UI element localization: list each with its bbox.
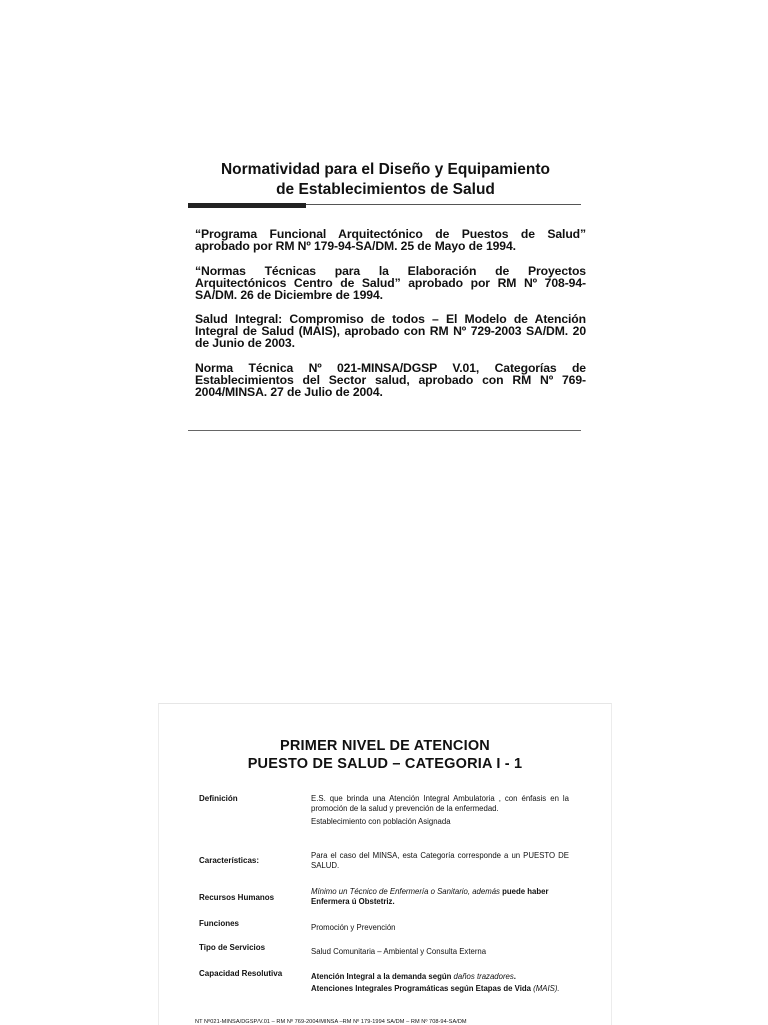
recursos-italic: Mínimo un Técnico de Enfermería o Sanitario, además [311, 887, 500, 896]
definicion-line-1: E.S. que brinda una Atención Integral Ambulatoria , con énfasis en la promoción de la salud y prevención de la enfermedad. [311, 794, 569, 813]
capacidad-italic-1: daños trazadores [453, 972, 514, 981]
label-tipo-servicios: Tipo de Servicios [199, 943, 266, 952]
title-line-1: PRIMER NIVEL DE ATENCION [280, 738, 490, 754]
value-capacidad-resolutiva [311, 972, 569, 994]
capacidad-bold-1: Atención Integral a la demanda según [311, 972, 454, 981]
capacidad-end-1: . [513, 972, 516, 981]
capacidad-line-2 [311, 984, 569, 994]
references-list [195, 228, 586, 410]
value-tipo-servicios: Salud Comunitaria – Ambiental y Consulta Externa [311, 947, 487, 956]
bottom-divider [188, 430, 581, 431]
capacidad-italic-2: (MAIS). [533, 984, 560, 993]
capacidad-bold-2: Atenciones Integrales Programáticas según Etapas de Vida [311, 984, 534, 993]
reference-item: Norma Técnica Nº 021-MINSA/DGSP V.01, Categorías de Establecimientos del Sector salud, aprobado con RM Nº 769-2004/MINSA. 27 de Julio de 2004. [195, 360, 586, 399]
recursos-bold: puede haber Enfermera ú Obstetriz. [311, 887, 549, 906]
value-caracteristicas: Para el caso del MINSA, esta Categoría corresponde a un PUESTO DE SALUD. [311, 851, 569, 870]
title-underline-thick [188, 203, 306, 208]
value-funciones: Promoción y Prevención [311, 923, 396, 932]
value-recursos-humanos [311, 887, 569, 907]
footer-references: NT Nº021-MINSA/DGSP/V.01 – RM Nº 769-2004/MINSA –RM Nº 179-1994 SA/DM – RM Nº 708-94-SA/DM [195, 1019, 467, 1025]
reference-item: “Programa Funcional Arquitectónico de Puestos de Salud” aprobado por RM Nº 179-94-SA/DM. 25 de Mayo de 1994. [195, 227, 586, 253]
value-definicion [311, 794, 569, 827]
definicion-line-2: Establecimiento con población Asignada [311, 817, 451, 826]
slide-title [159, 737, 611, 773]
title-underline-thin [306, 204, 581, 205]
title-line-1: Normatividad para el Diseño y Equipamiento [220, 161, 551, 178]
label-capacidad-resolutiva: Capacidad Resolutiva [199, 969, 283, 978]
slide-title [188, 160, 583, 200]
label-definicion: Definición [199, 794, 238, 803]
title-line-2: de Establecimientos de Salud [276, 181, 495, 198]
label-recursos-humanos: Recursos Humanos [199, 893, 275, 902]
title-line-2: PUESTO DE SALUD – CATEGORIA I - 1 [247, 756, 523, 772]
capacidad-line-1 [311, 972, 569, 982]
reference-item: “Normas Técnicas para la Elaboración de Proyectos Arquitectónicos Centro de Salud” aprobado por RM Nº 708-94-SA/DM. 26 de Diciembre de 1994. [195, 263, 586, 302]
slide-primer-nivel [158, 703, 612, 1025]
label-funciones: Funciones [199, 919, 240, 928]
label-caracteristicas: Características: [199, 856, 260, 865]
reference-item: Salud Integral: Compromiso de todos – El Modelo de Atención Integral de Salud (MAIS), aprobado con RM Nº 729-2003 SA/DM. 20 de Junio de 2003. [195, 312, 586, 350]
